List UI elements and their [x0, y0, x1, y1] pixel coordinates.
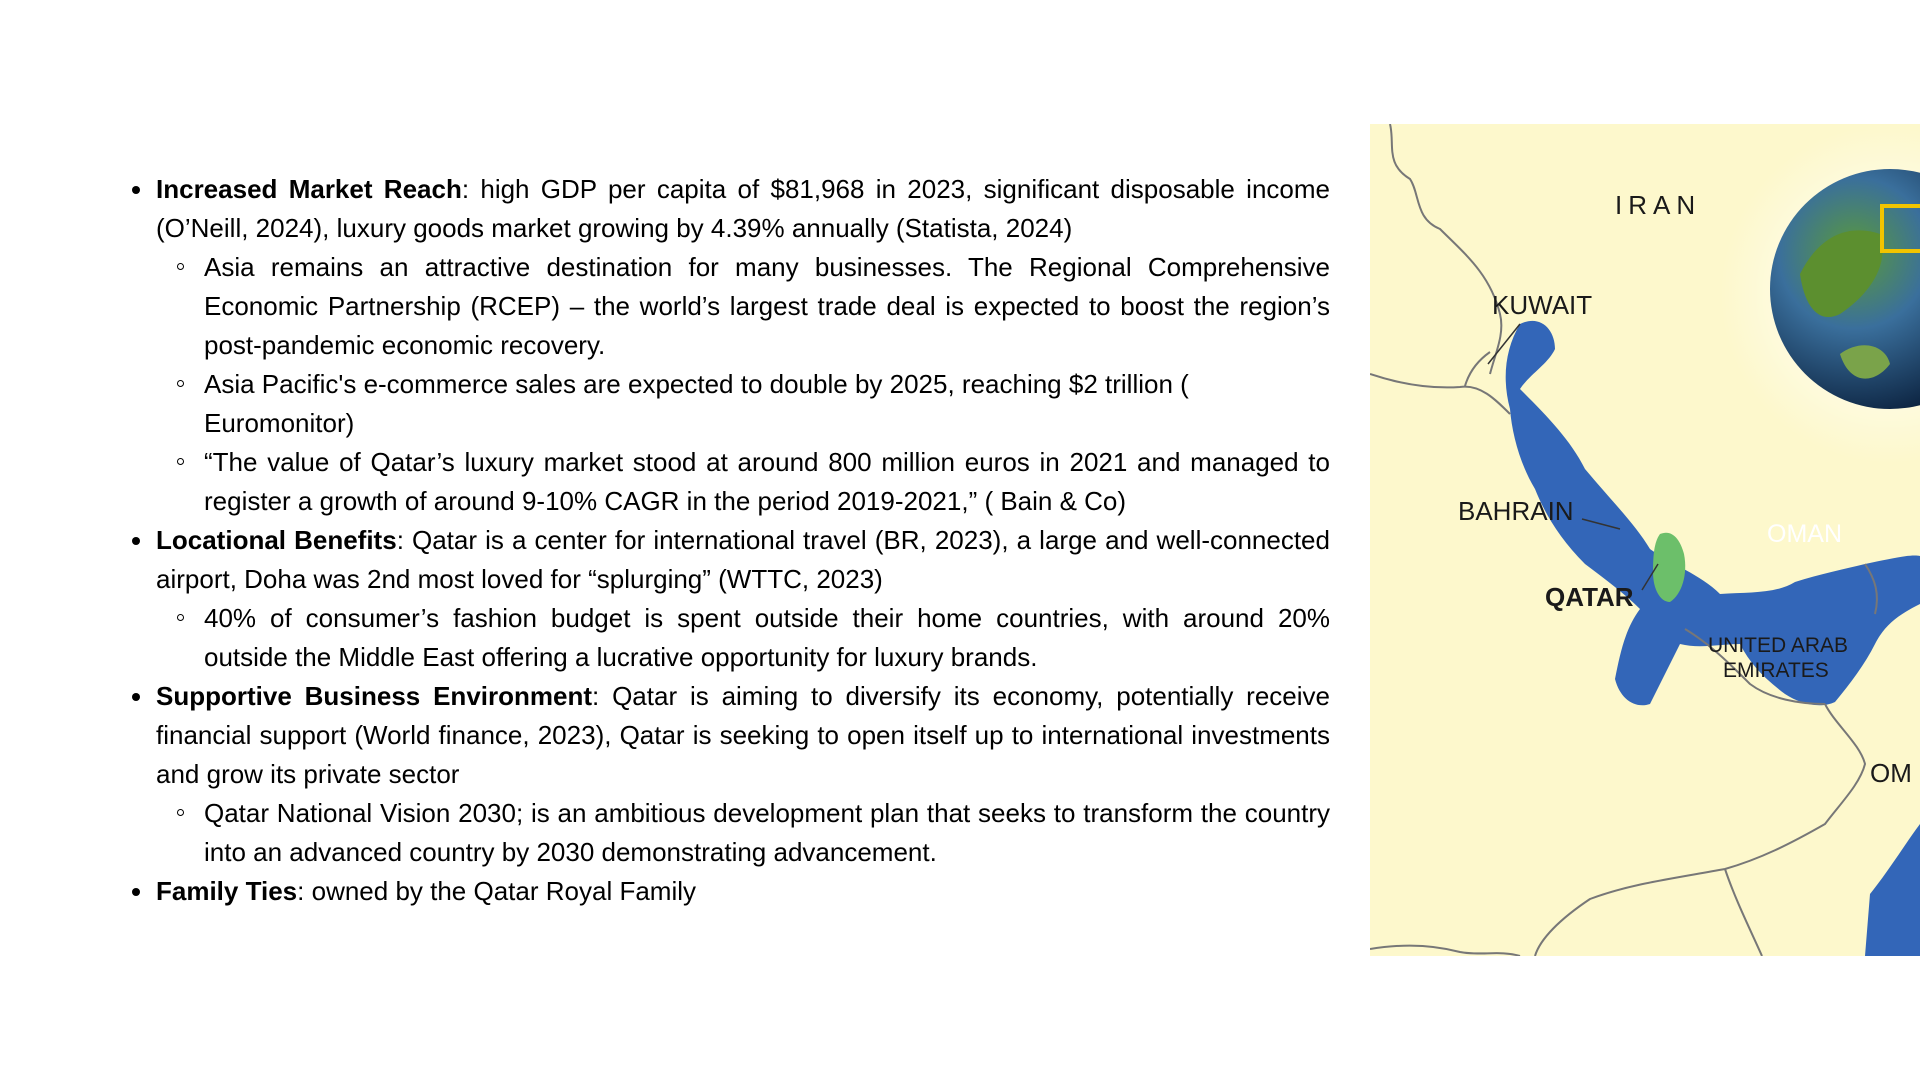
map-label-oman: OMAN	[1767, 520, 1842, 548]
bullet-business-environment	[130, 677, 1330, 872]
map-label-iran: IRAN	[1615, 190, 1702, 220]
bullet-market-reach	[130, 170, 1330, 521]
sub-bullet-list-business	[156, 794, 1330, 872]
bullet-family-ties	[130, 872, 1330, 911]
map-label-oman-south: OM	[1870, 758, 1912, 788]
map-label-uae-line2: EMIRATES	[1723, 659, 1829, 682]
map-label-qatar: QATAR	[1545, 582, 1634, 612]
persian-gulf-map	[1370, 124, 1920, 956]
map-label-kuwait: KUWAIT	[1492, 290, 1593, 320]
bullet-lead-locational-benefits: Locational Benefits	[156, 525, 397, 555]
map-label-bahrain: BAHRAIN	[1458, 496, 1574, 526]
main-bullet-list	[130, 170, 1330, 911]
map-svg	[1370, 124, 1920, 956]
bullet-lead-market-reach: Increased Market Reach	[156, 174, 462, 204]
sub-bullet-ecommerce: Asia Pacific's e-commerce sales are expected to double by 2025, reaching $2 trillion ( Euromonitor)	[156, 365, 1330, 443]
sub-bullet-luxury-market: “The value of Qatar’s luxury market stood at around 800 million euros in 2021 and managed to register a growth of around 9-10% CAGR in the period 2019-2021,” ( Bain & Co)	[156, 443, 1330, 521]
bullet-locational-benefits	[130, 521, 1330, 677]
bullet-lead-business-environment: Supportive Business Environment	[156, 681, 592, 711]
sub-bullet-fashion-budget: 40% of consumer’s fashion budget is spent outside their home countries, with around 20% outside the Middle East offering a lucrative opportunity for luxury brands.	[156, 599, 1330, 677]
bullet-text-locational-benefits: : Qatar is a center for international travel (BR, 2023), a large and well-connected airport, Doha was 2nd most loved for “splurging” (WTTC, 2023)	[156, 525, 1330, 594]
bullet-text-family-ties: : owned by the Qatar Royal Family	[297, 876, 696, 906]
bullet-text-business-environment: : Qatar is aiming to diversify its economy, potentially receive financial support (World finance, 2023), Qatar is seeking to open itself up to international investments and grow its private sector	[156, 681, 1330, 789]
bullet-content	[130, 170, 1330, 911]
map-label-uae-line1: UNITED ARAB	[1708, 634, 1849, 657]
sub-bullet-list-market-reach	[156, 248, 1330, 521]
bullet-text-market-reach: : high GDP per capita of $81,968 in 2023, significant disposable income (O’Neill, 2024), luxury goods market growing by 4.39% annually (Statista, 2024)	[156, 174, 1330, 243]
sub-bullet-vision-2030: Qatar National Vision 2030; is an ambitious development plan that seeks to transform the country into an advanced country by 2030 demonstrating advancement.	[156, 794, 1330, 872]
sub-bullet-rcep: Asia remains an attractive destination for many businesses. The Regional Comprehensive Economic Partnership (RCEP) – the world’s largest trade deal is expected to boost the region’s post-pandemic economic recovery.	[156, 248, 1330, 365]
sub-bullet-list-locational	[156, 599, 1330, 677]
bullet-lead-family-ties: Family Ties	[156, 876, 298, 906]
